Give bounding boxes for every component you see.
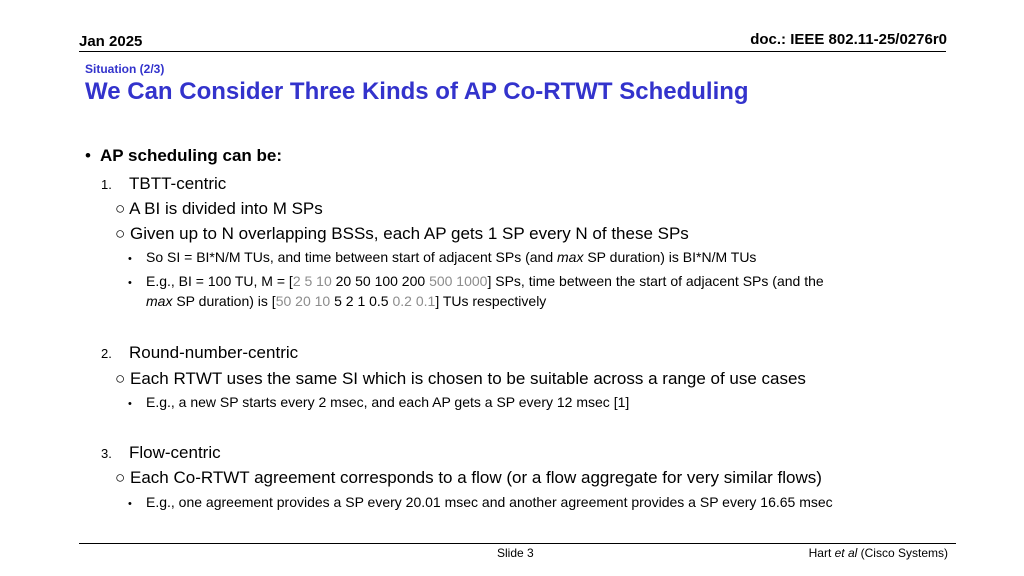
detail-item: • So SI = BI*N/M TUs, and time between start of adjacent SPs (and max SP duration) is BI*N/M TUs bbox=[128, 249, 757, 265]
detail-item: • E.g., a new SP starts every 2 msec, and each AP gets a SP every 12 msec [1] bbox=[128, 394, 630, 410]
sub-item: ○ A BI is divided into M SPs bbox=[115, 199, 323, 218]
sub-item: ○ Each RTWT uses the same SI which is chosen to be suitable across a range of use cases bbox=[115, 369, 806, 388]
list-item-2 bbox=[101, 343, 298, 363]
bullet-dot-icon: • bbox=[85, 146, 91, 165]
sub-item: ○ Given up to N overlapping BSSs, each AP gets 1 SP every N of these SPs bbox=[115, 224, 689, 243]
intro-text: AP scheduling can be: bbox=[100, 146, 283, 165]
circle-bullet-icon: ○ bbox=[115, 199, 130, 218]
circle-bullet-icon: ○ bbox=[115, 224, 130, 243]
sub-item: ○ Each Co-RTWT agreement corresponds to a flow (or a flow aggregate for very similar flows) bbox=[115, 468, 822, 487]
small-bullet-icon: • bbox=[128, 253, 132, 265]
list-item-1 bbox=[101, 174, 226, 194]
header-doc-id: doc.: IEEE 802.11-25/0276r0 bbox=[750, 31, 947, 48]
slide-subtitle: Situation (2/3) bbox=[85, 62, 165, 76]
list-number: 1. bbox=[101, 177, 112, 192]
intro-bullet bbox=[85, 146, 282, 166]
detail-item-continuation: max SP duration) is [50 20 10 5 2 1 0.5 0.2 0.1] TUs respectively bbox=[146, 293, 547, 309]
circle-bullet-icon: ○ bbox=[115, 369, 130, 388]
list-item-3 bbox=[101, 443, 221, 463]
list-number: 3. bbox=[101, 446, 112, 461]
small-bullet-icon: • bbox=[128, 277, 132, 289]
header-date: Jan 2025 bbox=[79, 33, 143, 50]
footer-divider bbox=[79, 543, 956, 544]
circle-bullet-icon: ○ bbox=[115, 468, 130, 487]
list-number: 2. bbox=[101, 346, 112, 361]
slide-title: We Can Consider Three Kinds of AP Co-RTWT Scheduling bbox=[85, 78, 749, 105]
list-label: Round-number-centric bbox=[129, 343, 299, 362]
list-label: TBTT-centric bbox=[129, 174, 227, 193]
list-label: Flow-centric bbox=[129, 443, 221, 462]
slide-number: Slide 3 bbox=[497, 546, 534, 560]
header-divider bbox=[79, 51, 946, 52]
detail-item: • E.g., one agreement provides a SP every 20.01 msec and another agreement provides a SP every 16.65 msec bbox=[128, 494, 833, 510]
footer-author: Hart et al (Cisco Systems) bbox=[808, 546, 948, 560]
small-bullet-icon: • bbox=[128, 398, 132, 410]
small-bullet-icon: • bbox=[128, 498, 132, 510]
detail-item: • E.g., BI = 100 TU, M = [2 5 10 20 50 100 200 500 1000] SPs, time between the start of adjacent SPs (and the bbox=[128, 273, 824, 289]
